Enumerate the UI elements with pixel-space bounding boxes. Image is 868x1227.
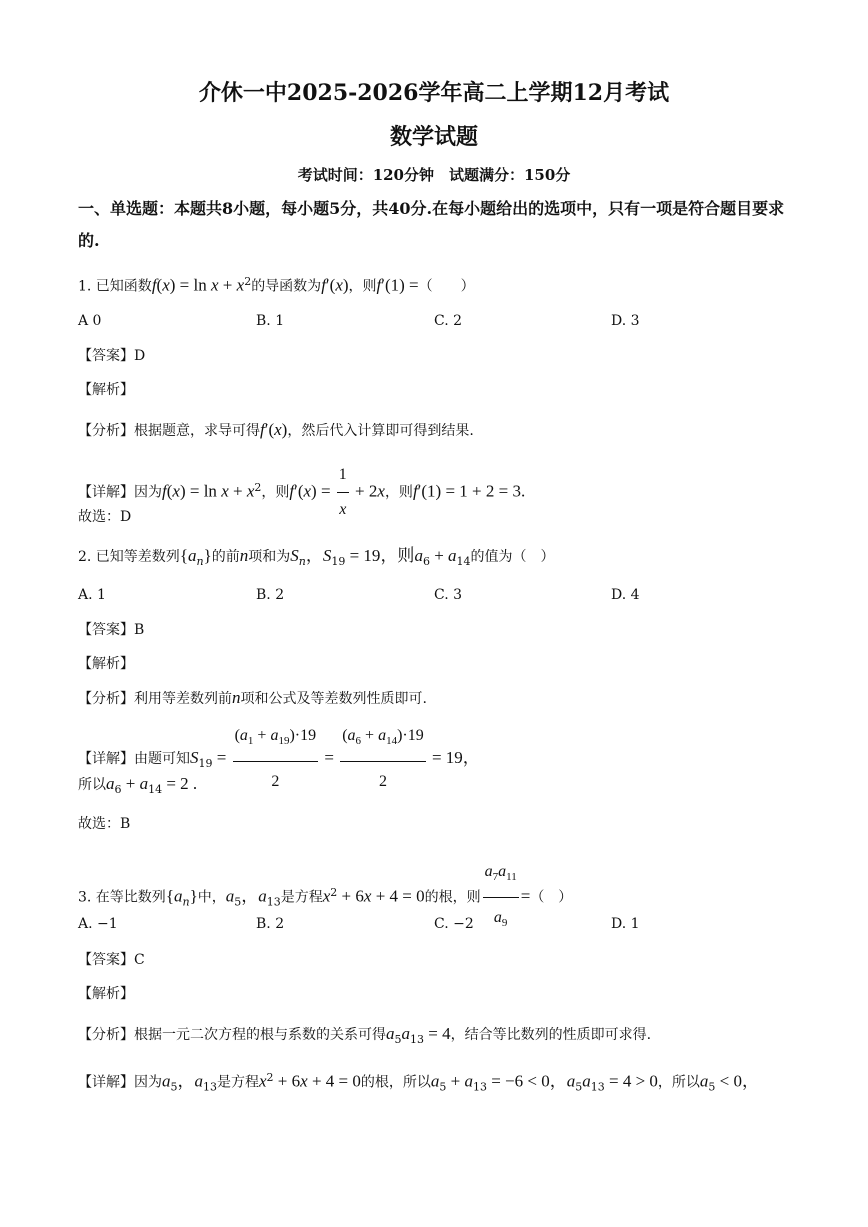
q2-option-d: D. 4 (611, 587, 640, 603)
q3-analysis-label: 【解析】 (78, 986, 134, 1002)
q1-detail: 【详解】因为$f(x) = \ln x + x^2$，则f′(x) = $\frac{1}{x}$ + 2x，则f′(1) = 1 + 2 = 3. (78, 458, 525, 527)
section-heading: 一、单选题：本题共8小题，每小题5分，共40分.在每小题给出的选项中，只有一项是符合题目要求的. (78, 199, 785, 250)
exam-info: 考试时间：120分钟 试题满分：150分 (297, 166, 571, 184)
question-3-stem: 3. 在等比数列$\{a_n\}$中，$a_5$，$a_{13}$是方程$x^2 + 6x + 4 = 0$的根，则 $\frac{a_7a_{11}}{a_9}$ =（ ） (78, 852, 572, 943)
q3-option-b: B. 2 (256, 916, 285, 932)
q2-option-b: B. 2 (256, 587, 285, 603)
q1-fenxi: 【分析】根据题意，求导可得f′(x)，然后代入计算即可得到结果. (78, 420, 474, 439)
q3-answer: 【答案】C (78, 952, 145, 968)
q2-fenxi: 【分析】利用等差数列前n项和公式及等差数列性质即可. (78, 688, 427, 707)
q1-conclusion: 故选：D (78, 509, 132, 525)
q1-option-b: B. 1 (256, 313, 285, 329)
q1-analysis-label: 【解析】 (78, 382, 134, 398)
q2-detail: 【详解】由题可知$S_{19}$ = $\frac{(a_1 + a_{19})\cdot 19}{2}$ = $\frac{(a_6 + a_{14})\cdot 19}{2}$ = 19， (78, 716, 480, 802)
q3-option-a: A. −1 (78, 916, 118, 932)
exam-subtitle: 数学试题 (389, 124, 478, 150)
q3-option-c: C. −2 (434, 916, 474, 932)
q3-option-d: D. 1 (611, 916, 640, 932)
q2-answer: 【答案】B (78, 622, 145, 638)
q2-so: 所以$a_6 + a_{14} = 2$ . (78, 774, 198, 796)
q2-conclusion: 故选：B (78, 816, 131, 832)
q2-analysis-label: 【解析】 (78, 656, 134, 672)
exam-title: 介休一中2025-2026学年高二上学期12月考试 (198, 80, 670, 106)
q1-answer: 【答案】D (78, 348, 146, 364)
q2-option-c: C. 3 (434, 587, 463, 603)
question-1-stem: 1. 已知函数$f(x) = \ln x + x^2$的导函数为f′(x)，则f′(1) =（ ） (78, 275, 475, 295)
q1-option-a: A 0 (78, 313, 102, 329)
q3-fenxi: 【分析】根据一元二次方程的根与系数的关系可得$a_5a_{13} = 4$，结合等比数列的性质即可求得. (78, 1024, 652, 1046)
q2-option-a: A. 1 (78, 587, 106, 603)
question-2-stem: 2. 已知等差数列$\{a_n\}$的前n项和为$S_n$，$S_{19} = 19$，则$a_6 + a_{14}$的值为（ ） (78, 546, 555, 568)
q1-option-d: D. 3 (611, 313, 640, 329)
q3-detail: 【详解】因为$a_5$，$a_{13}$是方程$x^2 + 6x + 4 = 0$的根，所以$a_5 + a_{13} = -6 < 0$，$a_5a_{13} = 4 > 0$，所以$a_5 < 0$， (78, 1071, 760, 1094)
q1-option-c: C. 2 (434, 313, 463, 329)
